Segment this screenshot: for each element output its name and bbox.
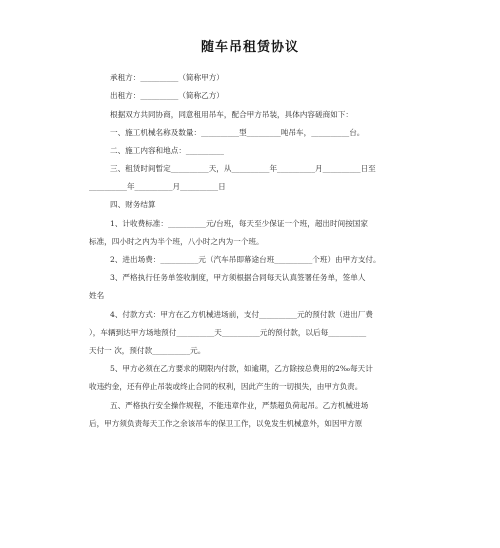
clause-2: 二、施工内容和地点：__________ (110, 146, 224, 155)
clause-4-1-cont: 标准，四小时之内为半个班，八小时之内为一个班。 (89, 237, 264, 246)
clause-4-4-cont-1: ），车辆到达甲方场地预付__________天__________元的预付款，以后每__________ (89, 328, 367, 337)
document-title: 随车吊租赁协议 (200, 40, 299, 55)
clause-4-3: 3、严格执行任务单签收制度，甲方须根据合同每天认真签署任务单，签单人 (110, 273, 366, 282)
clause-4-5: 5、甲方必须在乙方要求的期限内付款，如逾期，乙方除按总费用的2‰每天计 (110, 364, 373, 373)
clause-5-cont: 后，甲方须负责每天工作之余该吊车的保卫工作，以免发生机械意外，如因甲方原 (89, 419, 363, 428)
clause-4-4-cont-2: 天付一 次，预付款__________元。 (89, 346, 206, 355)
clause-4-1: 1、计收费标准：__________元/台班，每天至少保证一个班，超出时间按国家 (110, 219, 368, 228)
lessee-line: 承租方：__________（简称甲方） (110, 73, 224, 82)
intro-paragraph: 根据双方共同协商，同意租用吊车，配合甲方吊装，具体内容磋商如下： (110, 110, 353, 119)
clause-4-3-cont: 姓名 (89, 291, 105, 300)
clause-5: 五、严格执行安全操作规程，不能违章作业，严禁超负荷起吊。乙方机械进场 (110, 401, 369, 410)
clause-3-cont: __________年__________月__________日 (89, 182, 226, 191)
clause-4-heading: 四、财务结算 (110, 200, 156, 209)
lessor-line: 出租方：__________（简称乙方） (110, 91, 224, 100)
clause-1: 一、施工机械名称及数量：__________型_________吨吊车，__________台。 (110, 128, 365, 137)
clause-4-2: 2、进出场费：__________元（汽车吊即幕途台班__________个班）由甲方支付。 (110, 255, 381, 264)
clause-4-5-cont: 收违约金，还有停止吊装或终止合同的权利，因此产生的一切损失，由甲方负责。 (89, 382, 363, 391)
clause-3: 三、租赁时间暂定__________天，从__________年__________月__________日至 (110, 164, 376, 173)
clause-4-4: 4、付款方式：甲方在乙方机械进场前，支付__________元的预付款（进出厂费 (110, 310, 374, 319)
